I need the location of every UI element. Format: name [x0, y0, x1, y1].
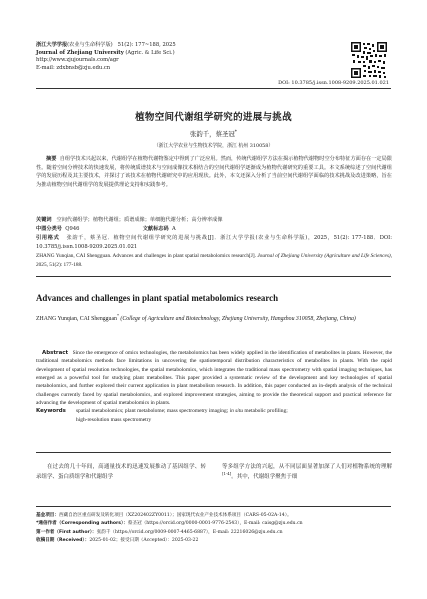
- body-right-text-a: 等多组学方法的兴起，从不同层面显著加深了人们对植物系统的理解: [222, 464, 392, 470]
- keywords-en-label: Keywords: [36, 408, 66, 415]
- journal-name-cn-sub: (农业与生命科学版): [67, 42, 113, 48]
- footnote-first-author-key: 第一作者（First author）：: [36, 529, 97, 535]
- keywords-cn-text: 空间代谢组学；植物代谢组；质谱成像；单细胞代谢分析；高分辨率成像: [56, 217, 223, 223]
- abstract-en: [36, 349, 392, 424]
- journal-header: [36, 42, 336, 72]
- journal-name-cn: 浙江大学学报: [36, 42, 68, 48]
- footnote-corresponding: [36, 520, 392, 528]
- journal-email[interactable]: E-mail: zdxbnsb@zju.edu.cn: [36, 64, 111, 71]
- footnote-first-author: [36, 529, 392, 537]
- title-cn: 植物空间代谢组学研究的进展与挑战: [135, 112, 292, 123]
- article-doi[interactable]: DOI: 10.3785/j.issn.1008-9209.2025.01.021: [278, 80, 389, 86]
- affiliation-en: (College of Agriculture and Biotechnology, Zhejiang University, Hangzhou 310058, Zhejiang, China): [120, 316, 356, 322]
- keywords-cn: [36, 216, 392, 225]
- footnote-corresponding-text: 蔡圣冠（https://orcid.org/0000-0001-9776-2543），E-mail: caisg@zju.edu.cn: [127, 521, 303, 527]
- keywords-en-text-c: metabolic profiling;: [243, 408, 288, 415]
- keywords-en-in-situ: in situ: [229, 408, 244, 415]
- footnote-funding: [36, 512, 392, 520]
- abstract-en-text: Since the emergence of omics technologies, the metabolomics has been widely applied in the identification of metabolites in plants. However, the traditional metabolomics methods face limitations in uncovering the spatiotemporal distribution characteristics of metabolites in plants. With the rapid development of spatial resolution technologies, the spatial metabolomics, which integrates the traditional mass spectrometry with spatial imaging techniques, has emerged as a powerful tool for studying plant metabolites. This paper provided a systematic review of the development and key technologies of spatial metabolomics, and further explored their current application in plant metabolism research. In addition, this paper conducted an in-depth analysis of the technical challenges currently faced by spatial metabolomics, and explored improvement strategies, aiming to provide the theoretical support and practical reference for advancing the development of spatial metabolomics in plants.: [36, 350, 392, 407]
- corresponding-mark-en: *: [116, 313, 119, 319]
- authors-en-names: ZHANG Yunqian, CAI Shengguan: [36, 316, 117, 322]
- body-rule: [36, 452, 391, 453]
- body-column-right: [222, 462, 392, 483]
- body-column-left: 在过去的几十年间，高通量技术的迅速发展推动了基因组学、转录组学、蛋白质组学和代谢组学: [36, 464, 206, 481]
- footnote-dates: [36, 537, 392, 545]
- affiliation-cn: （浙江大学农业与生物技术学院，浙江 杭州 310058）: [153, 143, 274, 149]
- footnote-funding-key: 基金项目：: [36, 513, 59, 518]
- abstract-cn: [36, 155, 392, 189]
- section-rule: [36, 276, 391, 277]
- footnote-corresponding-key: *通信作者（Corresponding authors）：: [36, 521, 128, 527]
- footnote-dates-text: 2025-01-02；接受日期（Accepted）：2025-03-22: [89, 538, 199, 544]
- authors-cn-names: 张韵千，蔡圣冠: [190, 130, 235, 138]
- header-rule: [36, 88, 391, 89]
- title-en: Advances and challenges in plant spatial metabolomics research: [36, 293, 279, 303]
- abstract-cn-label: 摘要: [46, 156, 57, 162]
- keywords-cn-label: 关键词: [36, 217, 52, 223]
- footnote-funding-text: 西藏自治区重点研发及转化项目（XZ202402ZY0011）；国家现代农业产业技术体系项目（CARS-05-02A-14）。: [58, 513, 292, 518]
- classification-row: [36, 225, 392, 234]
- citation-cn-label: 引用格式: [36, 235, 60, 241]
- abstract-cn-text: 自组学技术兴起以来，代谢组学在植物代谢物鉴定中得到了广泛应用。然而，传统代谢组学方法在揭示植物代谢物时空分布特征方面存在一定局限性。随着空间分辨技术的快速发展，将传统质谱技术与空间成像技术相结合的空间代谢组学逐渐成为植物代谢研究的重要工具。本文系统综述了空间代谢组学的发展历程及其主要技术，并探讨了该技术在植物代谢研究中的应用现状。此外，本文还深入分析了当前空间代谢组学面临的技术挑战及改进策略，旨在为推动植物空间代谢组学的发展提供理论支持和实践参考。: [36, 156, 392, 188]
- citation-cn-text: 张韵千，蔡圣冠．植物空间代谢组学研究的进展与挑战[J]．浙江大学学报(农业与生命科学版)，2025，51(2): 177-188．DOI: 10.3785/j.issn.1008-9209.2025.01.021: [36, 235, 392, 250]
- abstract-en-label: Abstract: [42, 350, 69, 356]
- qr-code: [350, 41, 388, 79]
- footnote-rule: [36, 506, 391, 507]
- authors-cn: [0, 129, 427, 138]
- citation-en-text-b: , 2025, 51(2): 177-188.: [36, 253, 393, 268]
- clc-value: Q946: [65, 226, 80, 232]
- authors-en: [36, 315, 392, 323]
- journal-name-en: Journal of Zhejiang University: [36, 49, 124, 56]
- keywords-en-text-a: spatial metabolomics; plant metabolome; mass spectrometry imaging;: [76, 408, 229, 415]
- footnote-dates-key: 收稿日期（Received）：: [36, 538, 90, 544]
- citation-en-journal: Journal of Zhejiang University (Agriculture and Life Sciences): [257, 253, 391, 259]
- body-right-ref: [1-4]: [222, 471, 232, 477]
- doc-code-value: A: [172, 226, 176, 232]
- keywords-en: [36, 407, 392, 424]
- clc-label: 中图分类号: [36, 226, 62, 232]
- citation-en: [36, 252, 392, 269]
- doc-code-label: 文献标志码: [142, 226, 169, 232]
- keywords-en-text-d: high-resolution mass spectrometry: [76, 416, 152, 423]
- citation-en-text-a: ZHANG Yunqian, CAI Shengguan. Advances and challenges in plant spatial metabolomics research[J].: [36, 253, 256, 259]
- journal-name-en-sub: (Agric. & Life Sci.): [125, 49, 175, 56]
- body-right-text-b: 。其中，代谢组学聚焦于细: [231, 474, 298, 481]
- citation-cn: [36, 234, 392, 251]
- footnote-first-author-text: 张韵千（https://orcid.org/0009-0007-4465-6887），E-mail: 22216026@zju.edu.cn: [96, 529, 283, 535]
- volume-pages: 51(2): 177~188, 2025: [117, 42, 176, 48]
- footnotes: [36, 512, 392, 545]
- corresponding-mark-cn: *: [234, 129, 237, 135]
- journal-website[interactable]: http://www.zjujournals.com/agr: [36, 57, 119, 64]
